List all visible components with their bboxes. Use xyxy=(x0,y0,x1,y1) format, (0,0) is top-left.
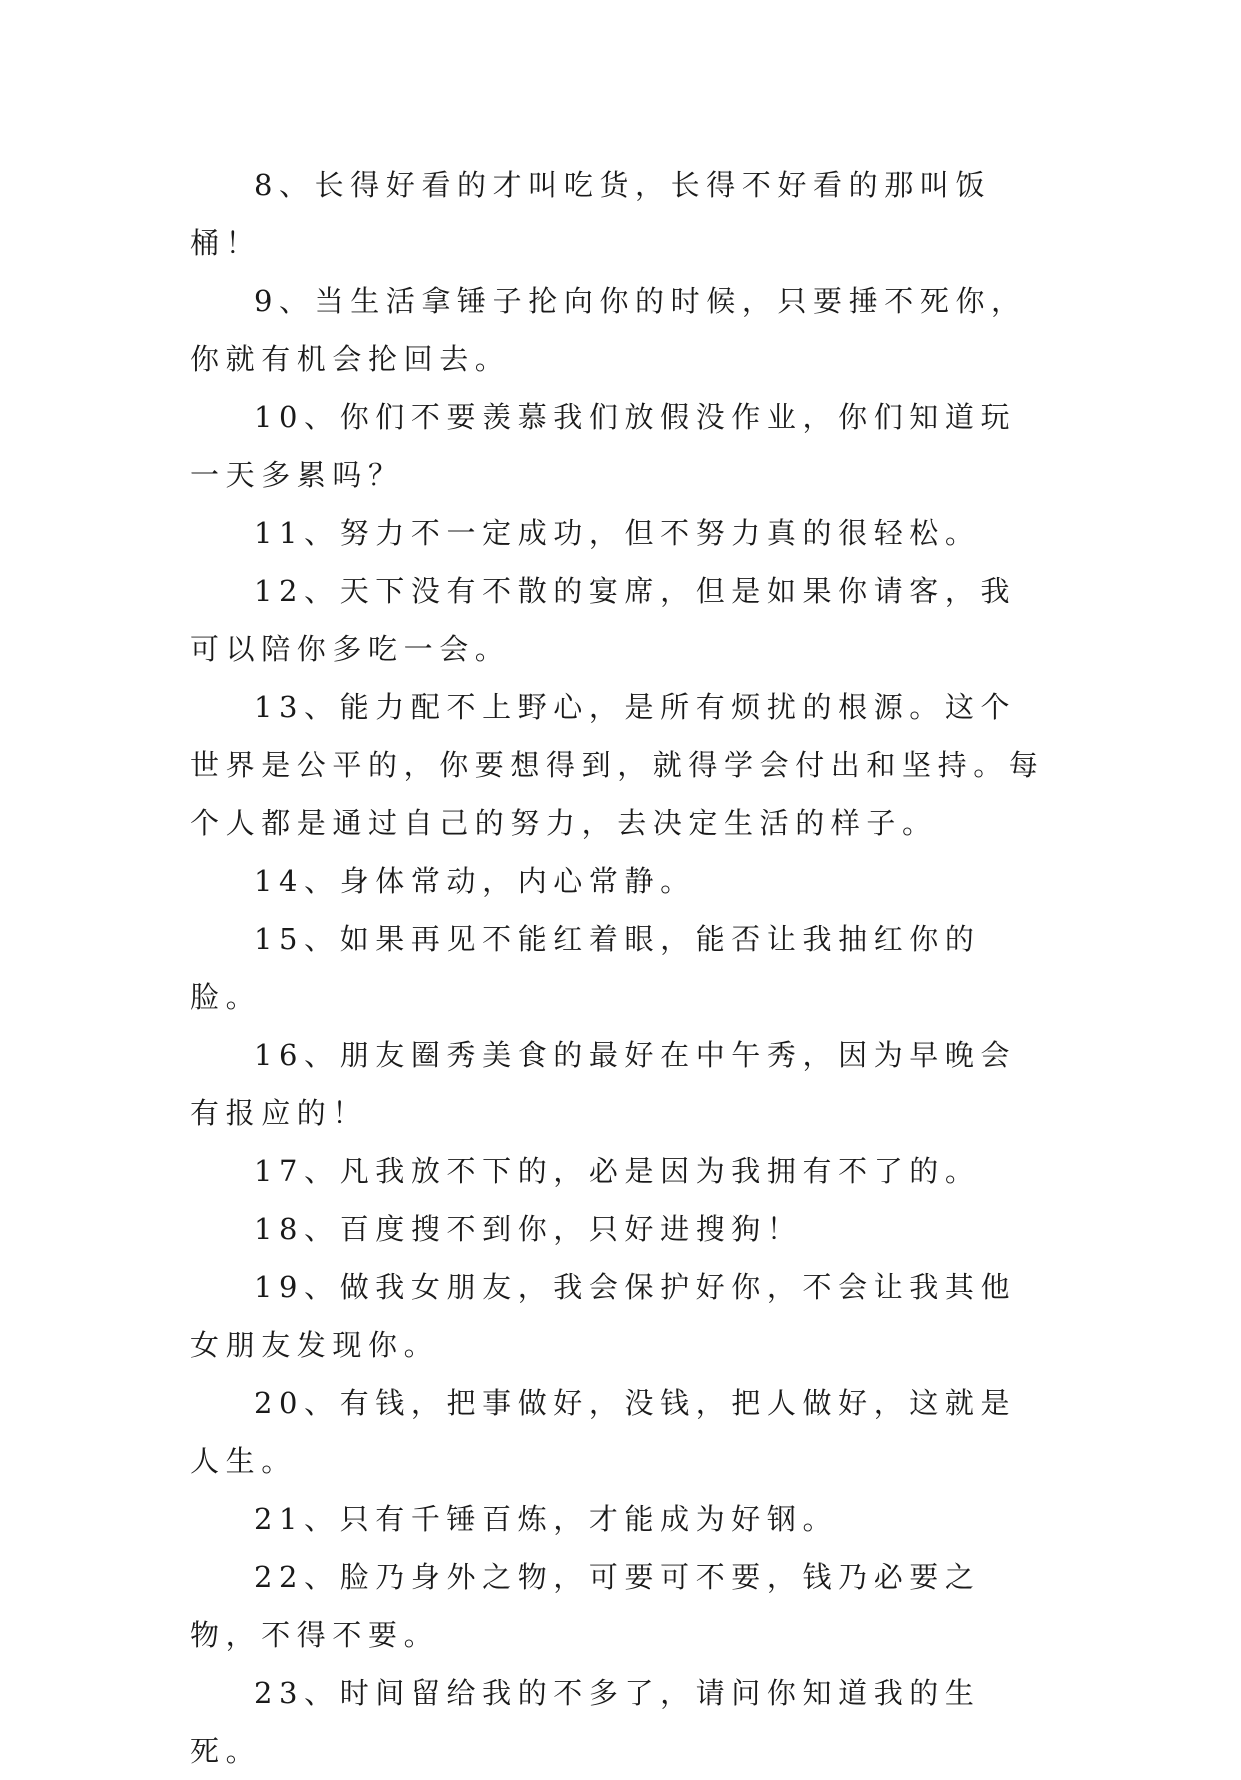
quote-paragraph-8: 8、长得好看的才叫吃货，长得不好看的那叫饭桶！ xyxy=(190,168,992,260)
quote-paragraph-23: 23、时间留给我的不多了，请问你知道我的生死。 xyxy=(190,1676,981,1768)
quote-paragraph-22: 22、脸乃身外之物，可要可不要，钱乃必要之物，不得不要。 xyxy=(190,1560,981,1652)
quote-paragraph-15: 15、如果再见不能红着眼，能否让我抽红你的脸。 xyxy=(190,922,981,1014)
quote-paragraph-17: 17、凡我放不下的，必是因为我拥有不了的。 xyxy=(254,1154,981,1188)
document-body xyxy=(190,156,1050,1780)
quote-paragraph-20: 20、有钱，把事做好，没钱，把人做好，这就是人生。 xyxy=(190,1386,1017,1478)
quote-paragraph-11: 11、努力不一定成功，但不努力真的很轻松。 xyxy=(254,516,981,550)
quote-paragraph-16: 16、朋友圈秀美食的最好在中午秀，因为早晚会有报应的！ xyxy=(190,1038,1017,1130)
quote-paragraph-9: 9、当生活拿锤子抡向你的时候，只要捶不死你，你就有机会抡回去。 xyxy=(190,284,1027,376)
quote-paragraph-13: 13、能力配不上野心，是所有烦扰的根源。这个世界是公平的，你要想得到，就得学会付出和坚持。每个人都是通过自己的努力，去决定生活的样子。 xyxy=(190,690,1045,840)
quote-paragraph-18: 18、百度搜不到你，只好进搜狗！ xyxy=(254,1212,803,1246)
quote-paragraph-10: 10、你们不要羡慕我们放假没作业，你们知道玩一天多累吗？ xyxy=(190,400,1017,492)
quote-paragraph-12: 12、天下没有不散的宴席，但是如果你请客，我可以陪你多吃一会。 xyxy=(190,574,1017,666)
quote-paragraph-19: 19、做我女朋友，我会保护好你，不会让我其他女朋友发现你。 xyxy=(190,1270,1017,1362)
quote-paragraph-21: 21、只有千锤百炼，才能成为好钢。 xyxy=(254,1502,839,1536)
quote-paragraph-14: 14、身体常动，内心常静。 xyxy=(254,864,696,898)
